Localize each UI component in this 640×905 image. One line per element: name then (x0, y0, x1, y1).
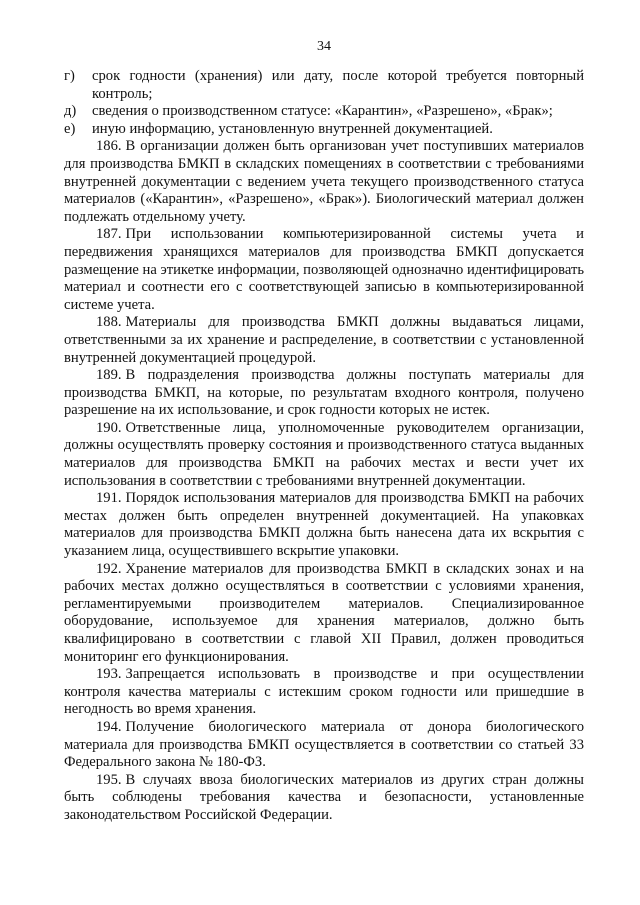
paragraph-text: В организации должен быть организован учет поступивших материалов для производства БМКП в складских помещениях в соответствии с требованиями внутренней документации с ведением учета текущего производственного статуса материалов («Карантин», «Разрешено», «Брак»). Биологический материал должен подлежать отдельному учету. (64, 138, 584, 225)
paragraph-193 (64, 666, 584, 719)
paragraph-number: 186. (96, 138, 122, 155)
paragraph-text: Хранение материалов для производства БМКП в складских зонах и на рабочих местах должно осуществляться в соответствии с условиями хранения, регламентируемыми производителем материалов. Специализированное оборудование, используемое для хранения материалов, должно быть квалифицировано в соответствии с главой XII Правил, должен проводиться мониторинг его функционирования. (64, 560, 584, 665)
list-marker: г) (64, 68, 75, 84)
list-item-e (64, 121, 584, 139)
list-marker: д) (64, 103, 77, 120)
list-item-text: срок годности (хранения) или дату, после которой требуется повторный контроль; (92, 68, 584, 102)
paragraph-text: Ответственные лица, уполномоченные руководителем организации, должны осуществлять проверку состояния и производственного статуса выданных материалов для производства БМКП на рабочих местах и вести учет их использования в соответствии с требованиями внутренней документации. (64, 419, 584, 489)
page-number: 34 (317, 39, 331, 54)
paragraph-text: В подразделения производства должны поступать материалы для производства БМКП, на которые, по результатам входного контроля, получено разрешение на их использование, и срок годности которых не истек. (64, 367, 584, 419)
paragraph-number: 191. (96, 490, 122, 507)
paragraph-187 (64, 226, 584, 314)
paragraph-number: 195. (96, 771, 122, 788)
paragraph-text: Материалы для производства БМКП должны выдаваться лицами, ответственными за их хранение и распределение, в соответствии с установленной внутренней документацией процедурой. (64, 314, 584, 366)
list-marker: е) (64, 120, 76, 137)
paragraph-number: 190. (96, 419, 122, 436)
paragraph-195 (64, 772, 584, 825)
paragraph-number: 193. (96, 666, 122, 683)
paragraph-190 (64, 420, 584, 490)
paragraph-text: При использовании компьютеризированной системы учета и передвижения хранящихся материалов для производства БМКП допускается размещение на этикетке информации, позволяющей однозначно идентифицировать материал и соотнести его с соответствующей записью в компьютеризированной системе учета. (64, 226, 584, 313)
paragraph-188 (64, 314, 584, 367)
paragraph-text: Получение биологического материала от донора биологического материала для производства БМКП осуществляется в соответствии со статьей 33 Федерального закона № 180-ФЗ. (64, 718, 584, 771)
paragraph-text: Порядок использования материалов для производства БМКП на рабочих местах должен быть определен внутренней документацией. На упаковках материалов для производства БМКП должна быть нанесена дата их вскрытия с указанием лица, осуществившего вскрытие упаковки. (64, 490, 584, 560)
paragraph-189 (64, 367, 584, 420)
paragraph-192 (64, 561, 584, 667)
document-body (64, 68, 584, 825)
paragraph-text: В случаях ввоза биологических материалов из других стран должны быть соблюдены требования качества и безопасности, установленные законодательством Российской Федерации. (64, 771, 584, 823)
paragraph-number: 189. (96, 367, 122, 384)
list-item-text: сведения о производственном статусе: «Карантин», «Разрешено», «Брак»; (92, 103, 553, 120)
list-item-g (64, 68, 584, 103)
paragraph-194 (64, 719, 584, 772)
paragraph-186 (64, 138, 584, 226)
paragraph-number: 188. (96, 314, 122, 331)
paragraph-number: 194. (96, 718, 122, 735)
paragraph-text: Запрещается использовать в производстве и при осуществлении контроля качества материалы с истекшим сроком годности или пришедшие в негодность во время хранения. (64, 666, 584, 718)
paragraph-191 (64, 490, 584, 560)
list-item-text: иную информацию, установленную внутренней документацией. (92, 120, 493, 137)
paragraph-number: 192. (96, 560, 122, 577)
list-item-d (64, 103, 584, 121)
paragraph-number: 187. (96, 226, 122, 243)
